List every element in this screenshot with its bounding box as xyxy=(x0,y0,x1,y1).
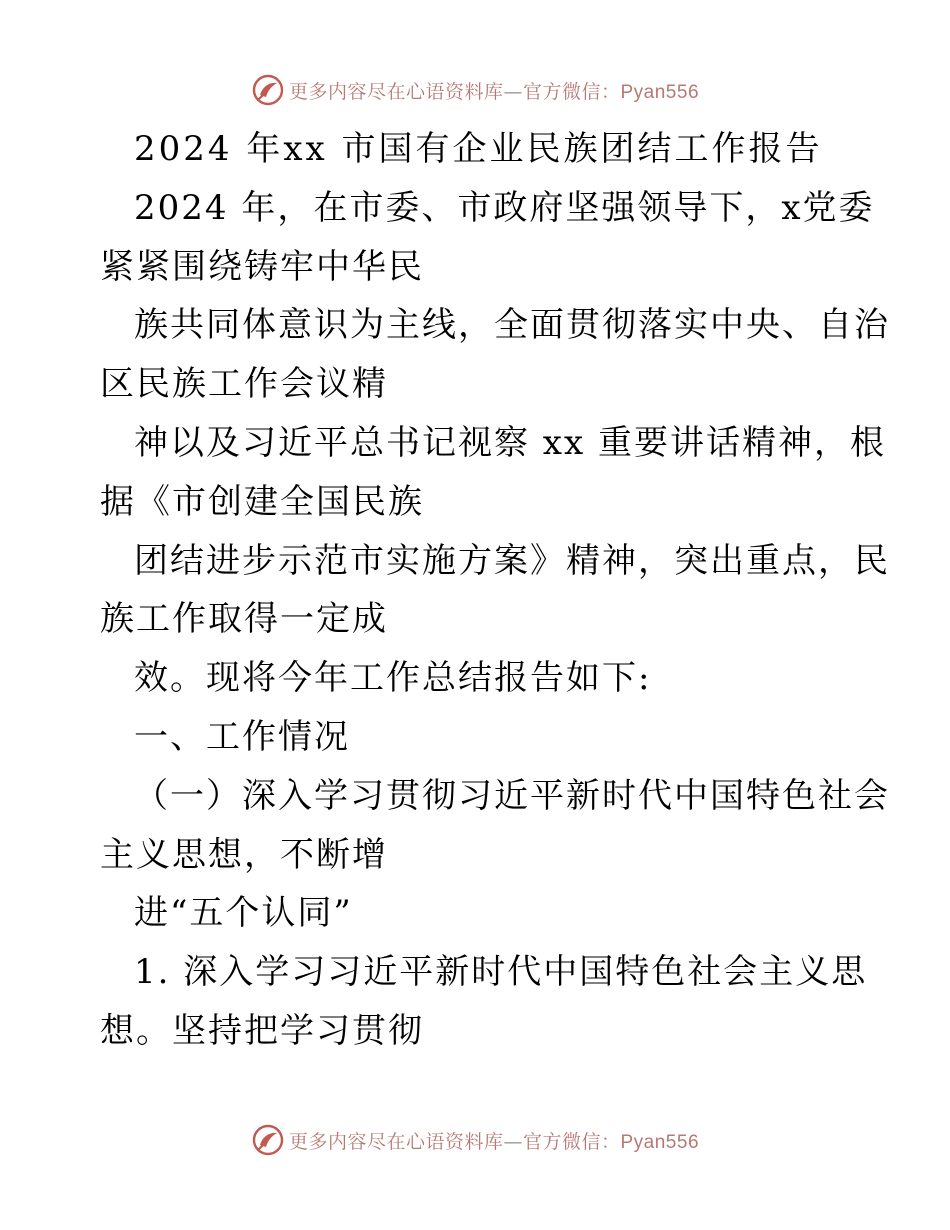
watermark-handle: Pyan556 xyxy=(620,1131,700,1153)
numbered-item-continued: 想。坚持把学习贯彻 xyxy=(100,1010,424,1051)
numbered-item: 1. 深入学习习近平新时代中国特色社会主义思 xyxy=(134,952,868,993)
document-title: 2024 年xx 市国有企业民族团结工作报告 xyxy=(134,129,823,169)
watermark-text xyxy=(289,77,699,104)
watermark-handle: Pyan556 xyxy=(620,81,700,103)
footer-watermark xyxy=(0,1120,950,1160)
paragraph-line: 2024 年，在市委、市政府坚强领导下，x党委 xyxy=(134,187,875,228)
paragraph-line: 据《市创建全国民族 xyxy=(100,481,424,522)
watermark-wechat-label: 官方微信： xyxy=(522,1130,621,1153)
paragraph-line: 团结进步示范市实施方案》精神，突出重点，民 xyxy=(134,540,890,581)
watermark-lead: 更多内容尽在心语资料库 xyxy=(288,80,504,103)
paragraph-line: 族共同体意识为主线，全面贯彻落实中央、自治 xyxy=(134,305,890,346)
paragraph-line: 效。现将今年工作总结报告如下: xyxy=(134,658,652,699)
watermark-dash: — xyxy=(503,80,523,103)
document-body xyxy=(100,120,890,1061)
section-heading: 一、工作情况 xyxy=(134,716,350,757)
watermark-dash: — xyxy=(503,1130,523,1153)
subsection-heading-continued: 进“五个认同” xyxy=(134,893,353,934)
paragraph-line: 神以及习近平总书记视察 xx 重要讲话精神，根 xyxy=(134,422,886,463)
watermark-text xyxy=(289,1127,699,1154)
subsection-heading-continued: 主义思想，不断增 xyxy=(100,834,388,875)
paragraph-line: 区民族工作会议精 xyxy=(100,364,388,405)
paragraph-line: 紧紧围绕铸牢中华民 xyxy=(100,246,424,287)
brand-logo-icon xyxy=(251,1123,285,1157)
brand-logo-icon xyxy=(251,73,285,107)
watermark-lead: 更多内容尽在心语资料库 xyxy=(288,1130,504,1153)
subsection-heading: （一）深入学习贯彻习近平新时代中国特色社会 xyxy=(134,775,890,816)
paragraph-line: 族工作取得一定成 xyxy=(100,599,388,640)
watermark-wechat-label: 官方微信： xyxy=(522,80,621,103)
header-watermark xyxy=(0,70,950,110)
